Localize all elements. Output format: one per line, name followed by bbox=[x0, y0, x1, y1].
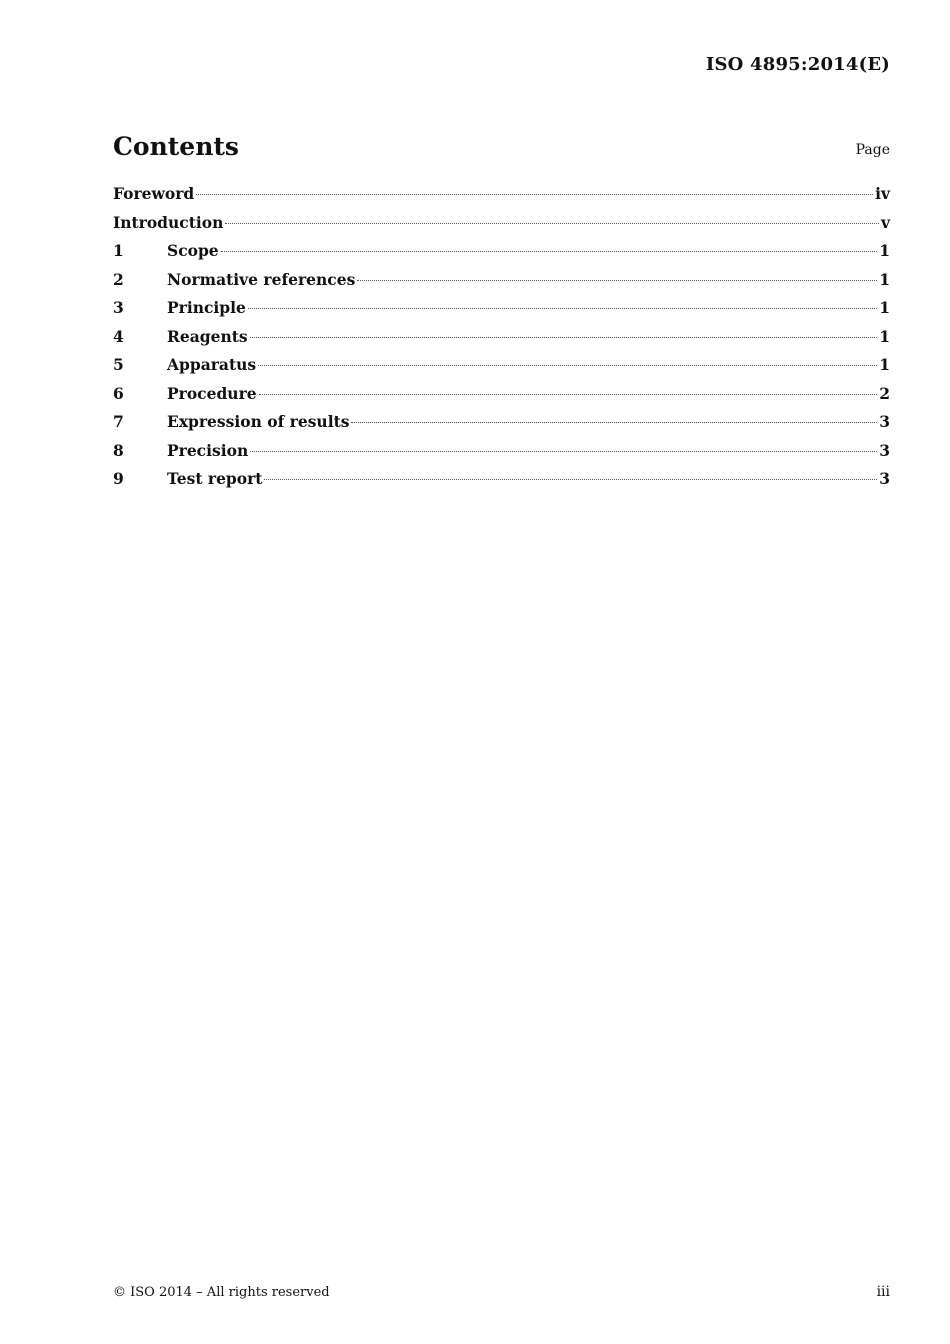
toc-entry-text: Scope bbox=[167, 241, 219, 260]
toc-entry-text: Expression of results bbox=[167, 412, 350, 431]
toc-entry-page: 1 bbox=[879, 269, 890, 289]
toc-dot-leader bbox=[248, 308, 877, 309]
toc-dot-leader bbox=[357, 280, 877, 281]
toc-dot-leader bbox=[250, 337, 878, 338]
contents-title: Contents bbox=[113, 132, 240, 161]
toc-entry-introduction[interactable] bbox=[113, 213, 890, 242]
toc-dot-leader bbox=[264, 479, 877, 480]
toc-entry-number: 1 bbox=[113, 241, 124, 260]
toc-entry-page: 1 bbox=[879, 241, 890, 260]
toc-entry-test-report[interactable] bbox=[113, 469, 890, 498]
toc-entry-text: Normative references bbox=[167, 269, 356, 289]
toc-entry-number: 9 bbox=[113, 469, 124, 488]
toc-entry-text: Test report bbox=[167, 469, 263, 488]
toc-entry-precision[interactable] bbox=[113, 441, 890, 470]
toc-dot-leader bbox=[196, 194, 873, 195]
toc-entry-text: Apparatus bbox=[167, 355, 257, 374]
toc-entry-reagents[interactable] bbox=[113, 327, 890, 356]
toc-entry-page: 3 bbox=[879, 440, 890, 460]
table-of-contents bbox=[113, 184, 890, 498]
toc-dot-leader bbox=[351, 422, 877, 423]
toc-entry-text: Introduction bbox=[113, 212, 224, 232]
toc-entry-page: v bbox=[880, 212, 890, 232]
toc-entry-page: 3 bbox=[879, 469, 890, 488]
toc-dot-leader bbox=[259, 394, 878, 395]
toc-entry-foreword[interactable] bbox=[113, 184, 890, 213]
toc-entry-page: iv bbox=[875, 184, 890, 203]
footer-copyright: © ISO 2014 – All rights reserved bbox=[113, 1285, 330, 1300]
toc-entry-number: 6 bbox=[113, 383, 124, 403]
toc-entry-number: 8 bbox=[113, 440, 124, 460]
toc-entry-page: 2 bbox=[879, 383, 890, 403]
document-id: ISO 4895:2014(E) bbox=[705, 54, 890, 75]
toc-entry-number: 7 bbox=[113, 412, 124, 431]
toc-entry-normative-references[interactable] bbox=[113, 270, 890, 299]
toc-entry-text: Principle bbox=[167, 298, 246, 317]
toc-entry-expression-of-results[interactable] bbox=[113, 412, 890, 441]
toc-entry-page: 3 bbox=[879, 412, 890, 431]
toc-entry-scope[interactable] bbox=[113, 241, 890, 270]
toc-entry-number: 5 bbox=[113, 355, 124, 374]
toc-entry-text: Procedure bbox=[167, 383, 257, 403]
toc-dot-leader bbox=[258, 365, 877, 366]
toc-entry-page: 1 bbox=[879, 326, 890, 346]
footer-page-number: iii bbox=[876, 1284, 890, 1300]
toc-entry-apparatus[interactable] bbox=[113, 355, 890, 384]
toc-entry-page: 1 bbox=[879, 298, 890, 317]
toc-dot-leader bbox=[225, 223, 879, 224]
toc-entry-text: Foreword bbox=[113, 184, 195, 203]
toc-dot-leader bbox=[250, 451, 877, 452]
toc-entry-number: 3 bbox=[113, 298, 124, 317]
toc-entry-procedure[interactable] bbox=[113, 384, 890, 413]
toc-entry-principle[interactable] bbox=[113, 298, 890, 327]
toc-entry-number: 2 bbox=[113, 269, 124, 289]
toc-dot-leader bbox=[221, 251, 878, 252]
toc-entry-text: Reagents bbox=[167, 326, 248, 346]
page-column-label: Page bbox=[855, 142, 890, 158]
toc-entry-page: 1 bbox=[879, 355, 890, 374]
toc-entry-text: Precision bbox=[167, 440, 249, 460]
toc-entry-number: 4 bbox=[113, 326, 124, 346]
